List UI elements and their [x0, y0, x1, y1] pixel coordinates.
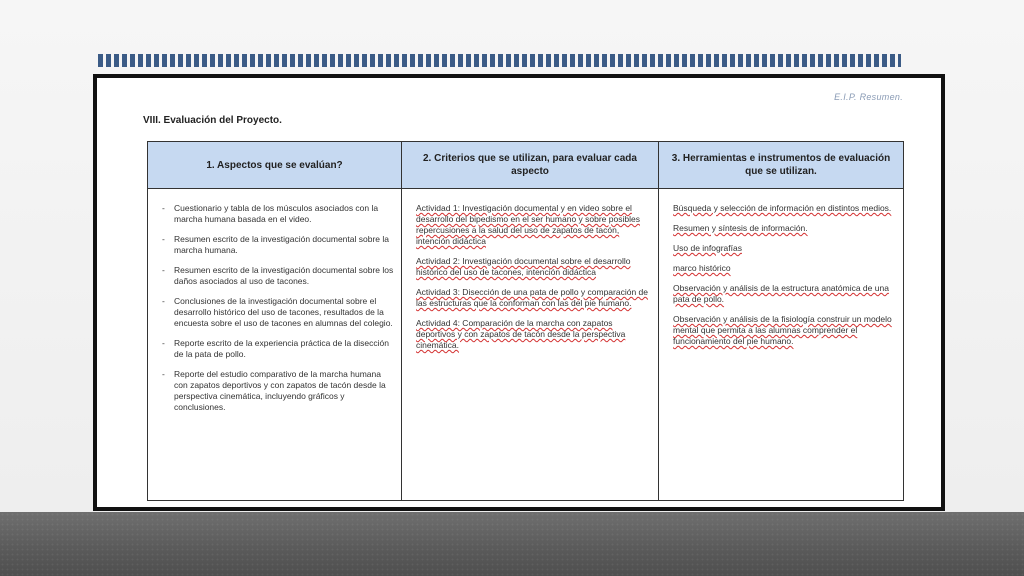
- document-header-label: E.I.P. Resumen.: [834, 92, 903, 102]
- list-item: Observación y análisis de la fisiología construir un modelo mental que permita a las alumnas comprender el funcionamiento del pie humano.: [673, 314, 892, 346]
- floor-texture: [0, 512, 1024, 576]
- list-item: Actividad 2: Investigación documental sobre el desarrollo histórico del uso de tacones, intención didáctica: [416, 256, 631, 277]
- section-title: VIII. Evaluación del Proyecto.: [143, 115, 282, 126]
- criteria-cell: [402, 189, 659, 501]
- list-item: - Resumen escrito de la investigación documental sobre la marcha humana.: [162, 234, 395, 256]
- list-item: - Reporte escrito de la experiencia práctica de la disección de la pata de pollo.: [162, 338, 395, 360]
- decorative-hatch-bar: [98, 54, 901, 67]
- list-item: - Conclusiones de la investigación documental sobre el desarrollo histórico del uso de tacones, resultados de la encuesta sobre el uso de tacones en alumnas del colegio.: [162, 296, 395, 329]
- header-aspects: 1. Aspectos que se evalúan?: [148, 142, 402, 189]
- list-item: - Reporte del estudio comparativo de la marcha humana con zapatos deportivos y con zapatos de tacón desde la perspectiva cinemática, incluyendo gráficos y conclusiones.: [162, 369, 395, 413]
- header-criteria: 2. Criterios que se utilizan, para evaluar cada aspecto: [402, 142, 659, 189]
- list-item: Búsqueda y selección de información en distintos medios.: [673, 203, 892, 213]
- header-tools: 3. Herramientas e instrumentos de evaluación que se utilizan.: [659, 142, 904, 189]
- list-item: Actividad 4: Comparación de la marcha con zapatos deportivos y con zapatos de tacón desde la perspectiva cinemática.: [416, 318, 626, 350]
- list-item: Uso de infografías: [673, 243, 742, 253]
- list-item: Actividad 3: Disección de una pata de pollo y comparación de las estructuras que la conforman con las del pie humano.: [416, 287, 649, 308]
- list-item: - Resumen escrito de la investigación documental sobre los daños asociados al uso de tacones.: [162, 265, 395, 287]
- table-row: [148, 189, 904, 501]
- list-item: Actividad 1: Investigación documental y en video sobre el desarrollo del bipedismo en el ser humano y sobre posibles repercusiones a la salud del uso de zapatos de tacón, intención didáctica: [416, 203, 640, 246]
- list-item: Resumen y síntesis de información.: [673, 223, 808, 233]
- table-header-row: [148, 142, 904, 189]
- list-item: - Cuestionario y tabla de los músculos asociados con la marcha humana basada en el video.: [162, 203, 395, 225]
- evaluation-table: [147, 141, 904, 501]
- document-image-frame: [93, 74, 945, 511]
- aspects-cell: [148, 189, 402, 501]
- list-item: Observación y análisis de la estructura anatómica de una pata de pollo.: [673, 283, 889, 304]
- list-item: marco histórico: [673, 263, 731, 273]
- aspects-list: [162, 203, 395, 413]
- tools-cell: [659, 189, 904, 501]
